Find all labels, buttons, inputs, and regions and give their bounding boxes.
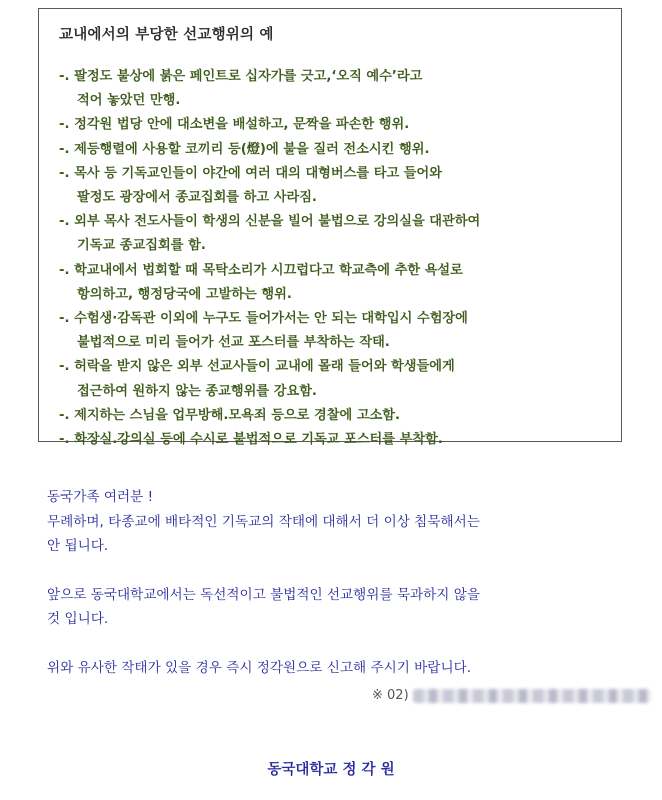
- notice-item: [59, 210, 619, 258]
- notice-item-line: -. 허락을 받지 않은 외부 선교사들이 교내에 몰래 들어와 학생들에게: [59, 359, 455, 375]
- notice-item: [59, 307, 619, 355]
- notice-item-line: 불법적으로 미리 들어가 선교 포스터를 부착하는 작태.: [77, 335, 390, 351]
- signature: 동국대학교 정 각 원: [267, 762, 395, 778]
- paragraph-1: 무례하며, 타종교에 배타적인 기독교의 작태에 대해서 더 이상 침묵해서는 안 됩니다.: [47, 513, 480, 554]
- contact-phone: [372, 688, 651, 703]
- notice-item: [59, 404, 619, 428]
- message-section: [47, 485, 627, 680]
- notice-item: [59, 65, 619, 113]
- notice-item-line: -. 수험생·감독관 이외에 누구도 들어가서는 안 되는 대학입시 수험장에: [59, 311, 468, 327]
- notice-title: 교내에서의 부당한 선교행위의 예: [59, 27, 274, 43]
- notice-item-line: 기독교 종교집회를 함.: [77, 238, 206, 254]
- phone-prefix: ※ 02): [372, 688, 409, 703]
- paragraph-3: 위와 유사한 작태가 있을 경우 즉시 정각원으로 신고해 주시기 바랍니다.: [47, 659, 472, 676]
- notice-item-line: 팔정도 광장에서 종교집회를 하고 사라짐.: [77, 190, 317, 206]
- notice-item-line: -. 정각원 법당 안에 대소변을 배설하고, 문짝을 파손한 행위.: [59, 117, 410, 133]
- notice-item: [59, 428, 619, 452]
- notice-item-line: 접근하여 원하지 않는 종교행위를 강요함.: [77, 383, 317, 399]
- notice-item: [59, 113, 619, 137]
- paragraph-2: 앞으로 동국대학교에서는 독선적이고 불법적인 선교행위를 묵과하지 않을 것 입니다.: [47, 586, 481, 627]
- notice-box: [38, 8, 622, 448]
- notice-item-line: 항의하고, 행정당국에 고발하는 행위.: [77, 286, 292, 302]
- notice-item-line: -. 외부 목사 전도사들이 학생의 신분을 빌어 불법으로 강의실을 대관하여: [59, 214, 481, 230]
- blurred-phone-number: [413, 689, 651, 703]
- notice-list: [59, 65, 619, 452]
- notice-item-line: -. 학교내에서 법회할 때 목탁소리가 시끄럽다고 학교측에 추한 욕설로: [59, 262, 463, 278]
- notice-item: [59, 162, 619, 210]
- notice-item-line: -. 제등행렬에 사용할 코끼리 등(燈)에 불을 질러 전소시킨 행위.: [59, 141, 430, 157]
- notice-item-line: -. 팔정도 불상에 붉은 페인트로 십자가를 긋고,‘오직 예수’라고: [59, 69, 423, 84]
- notice-item: [59, 259, 619, 307]
- notice-item-line: -. 화장실.강의실 등에 수시로 불법적으로 기독교 포스터를 부착함.: [59, 432, 443, 448]
- notice-item: [59, 355, 619, 403]
- greeting: 동국가족 여러분 !: [47, 489, 154, 505]
- notice-item-line: 적어 놓았던 만행.: [77, 93, 181, 109]
- notice-item-line: -. 목사 등 기독교인들이 야간에 여러 대의 대형버스를 타고 들어와: [59, 165, 443, 181]
- notice-item: [59, 138, 619, 162]
- notice-item-line: -. 제지하는 스님을 업무방해.모욕죄 등으로 경찰에 고소함.: [59, 407, 401, 423]
